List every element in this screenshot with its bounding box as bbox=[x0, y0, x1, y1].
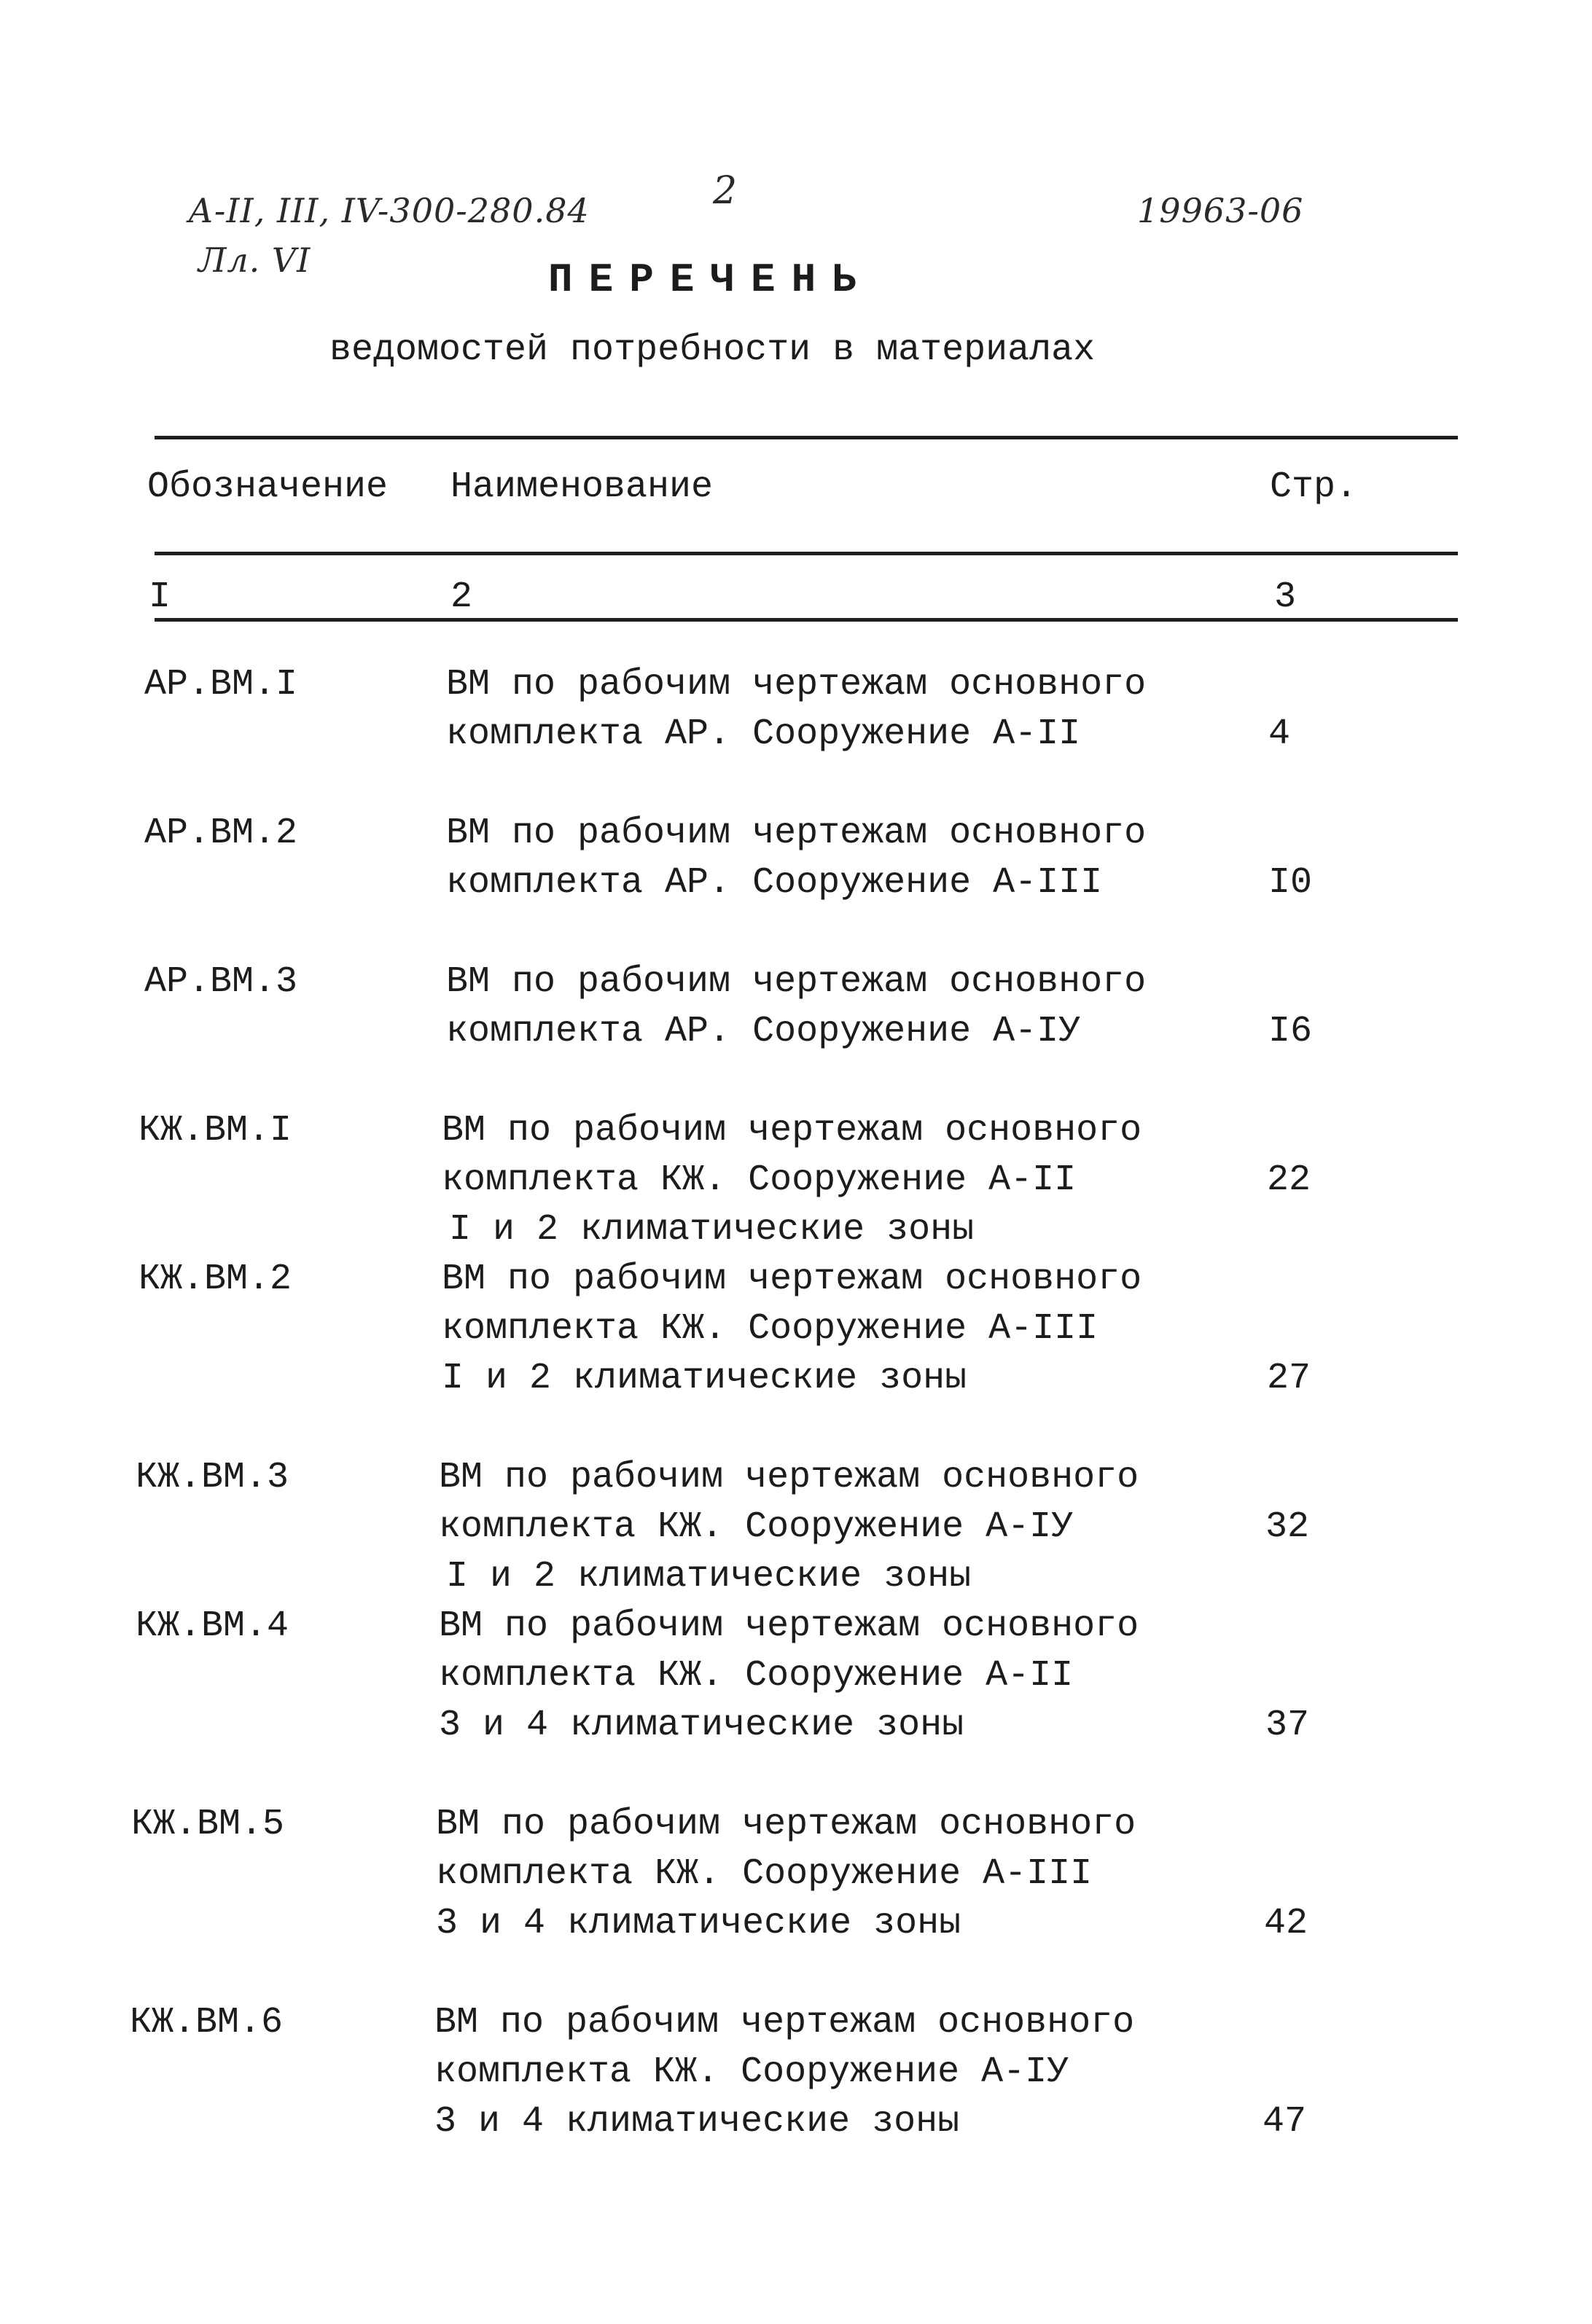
table-row-page: 22 bbox=[1267, 1159, 1311, 1201]
page-subtitle: ведомостей потребности в материалах bbox=[329, 329, 1096, 371]
table-row-page: 32 bbox=[1265, 1506, 1310, 1548]
table-row-description: ВМ по рабочим чертежам основного комплекта АР. Сооружение А-IУ bbox=[446, 961, 1147, 1052]
table-row-page: I6 bbox=[1268, 1011, 1313, 1052]
column-number-3: 3 bbox=[1274, 576, 1297, 618]
table-row-code: КЖ.ВМ.5 bbox=[131, 1804, 285, 1845]
table-row-description: ВМ по рабочим чертежам основного комплекта КЖ. Сооружение А-II I и 2 климатические зоны bbox=[442, 1110, 1142, 1251]
table-row-description: ВМ по рабочим чертежам основного комплекта КЖ. Сооружение А-IУ 3 и 4 климатические зоны bbox=[434, 2002, 1135, 2143]
table-row-description: ВМ по рабочим чертежам основного комплекта КЖ. Сооружение А-III I и 2 климатические зоны bbox=[442, 1259, 1142, 1399]
table-row-page: 4 bbox=[1268, 713, 1291, 755]
column-header-name: Наименование bbox=[450, 466, 714, 508]
table-row-code: АР.ВМ.2 bbox=[144, 813, 298, 854]
table-top-rule bbox=[155, 436, 1458, 439]
table-row-description: ВМ по рабочим чертежам основного комплекта КЖ. Сооружение А-II 3 и 4 климатические зоны bbox=[439, 1605, 1139, 1746]
table-row-description: ВМ по рабочим чертежам основного комплекта КЖ. Сооружение А-IУ I и 2 климатические зоны bbox=[439, 1457, 1139, 1597]
sheet-label: Лл. VI bbox=[198, 240, 311, 280]
table-row-page: 42 bbox=[1264, 1903, 1308, 1944]
table-row-description: ВМ по рабочим чертежам основного комплекта АР. Сооружение А-III bbox=[446, 813, 1147, 904]
table-row-code: КЖ.ВМ.3 bbox=[136, 1457, 289, 1498]
table-row-code: АР.ВМ.I bbox=[144, 664, 298, 705]
table-row-description: ВМ по рабочим чертежам основного комплекта АР. Сооружение А-II bbox=[446, 664, 1147, 755]
document-designation: А-II, III, IV-300-280.84 bbox=[188, 191, 590, 230]
inventory-number: 19963-06 bbox=[1137, 191, 1304, 230]
table-row-page: 47 bbox=[1263, 2101, 1307, 2143]
column-number-2: 2 bbox=[450, 576, 473, 618]
column-header-page: Стр. bbox=[1270, 466, 1358, 508]
table-row-code: КЖ.ВМ.I bbox=[138, 1110, 292, 1151]
table-row-code: КЖ.ВМ.6 bbox=[130, 2002, 284, 2043]
table-row-page: 37 bbox=[1265, 1705, 1310, 1746]
table-row-page: I0 bbox=[1268, 862, 1313, 904]
table-row-description: ВМ по рабочим чертежам основного комплекта КЖ. Сооружение А-III 3 и 4 климатические зоны bbox=[436, 1804, 1136, 1944]
column-number-1: I bbox=[149, 576, 171, 618]
column-header-designation: Обозначение bbox=[147, 466, 389, 508]
page-number: 2 bbox=[713, 169, 738, 213]
table-row-page: 27 bbox=[1267, 1358, 1311, 1399]
page-title: ПЕРЕЧЕНЬ bbox=[548, 257, 873, 303]
table-row-code: АР.ВМ.3 bbox=[144, 961, 298, 1003]
table-row-code: КЖ.ВМ.2 bbox=[138, 1259, 292, 1300]
table-row-code: КЖ.ВМ.4 bbox=[136, 1605, 289, 1647]
header-bottom-rule bbox=[155, 552, 1458, 555]
column-number-rule bbox=[155, 618, 1458, 622]
